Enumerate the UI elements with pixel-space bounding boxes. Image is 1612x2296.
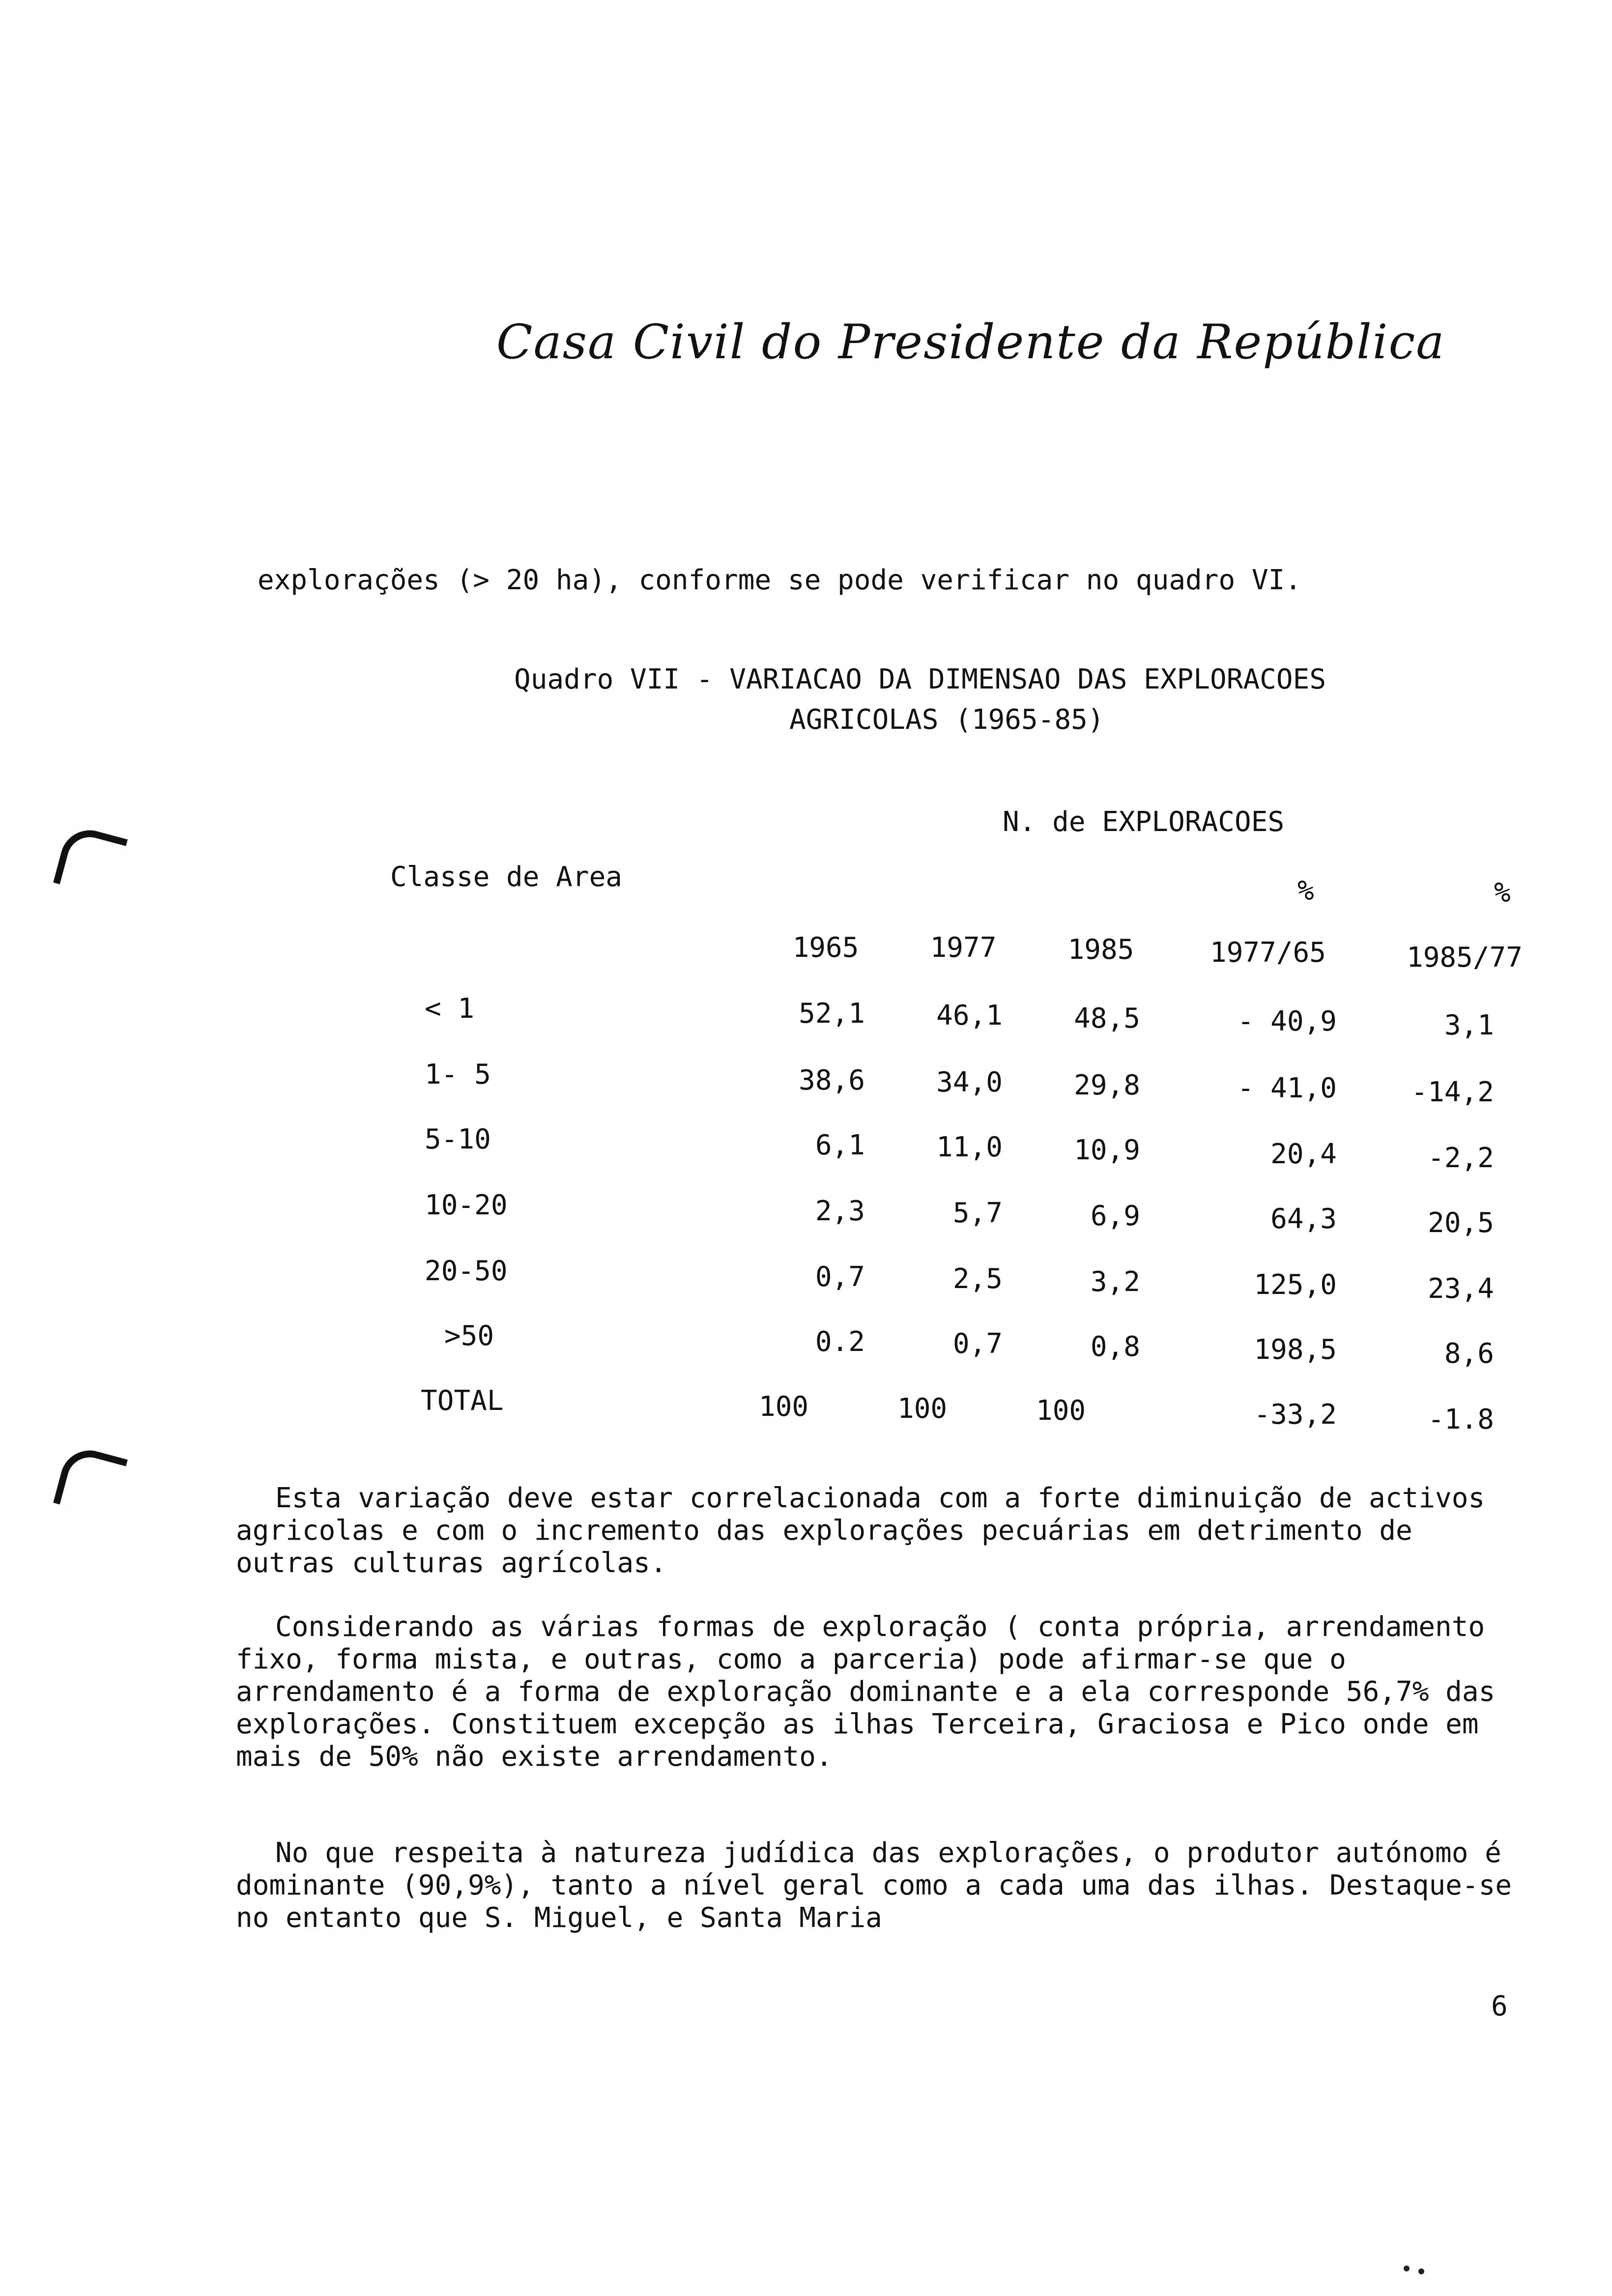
table-cell: 52,1 bbox=[799, 998, 865, 1030]
row-label: 10-20 bbox=[425, 1189, 508, 1221]
table-cell: 20,5 bbox=[1428, 1207, 1494, 1239]
row-label: 20-50 bbox=[425, 1255, 508, 1287]
table-cell: 29,8 bbox=[1074, 1069, 1140, 1101]
table-cell: -2,2 bbox=[1428, 1142, 1494, 1174]
table-cell: 6,1 bbox=[815, 1129, 865, 1161]
table-cell: 100 bbox=[759, 1391, 809, 1423]
table-cell: - 40,9 bbox=[1237, 1005, 1337, 1037]
col-header-1985: 1985 bbox=[1067, 934, 1134, 966]
table-cell: 64,3 bbox=[1270, 1203, 1337, 1235]
table-cell: 0,7 bbox=[952, 1328, 1003, 1360]
intro-line: explorações (> 20 ha), conforme se pode verificar no quadro VI. bbox=[258, 564, 1302, 596]
row-label: < 1 bbox=[425, 993, 475, 1025]
table-cell: 2,3 bbox=[815, 1195, 865, 1227]
table-cell: 46,1 bbox=[936, 1000, 1003, 1032]
col-header-1977: 1977 bbox=[930, 932, 997, 964]
col-header-1977-65: 1977/65 bbox=[1209, 937, 1326, 969]
table-cell: -1.8 bbox=[1428, 1404, 1494, 1435]
table-cell: 8,6 bbox=[1444, 1338, 1494, 1370]
row-label: 1- 5 bbox=[425, 1059, 491, 1091]
col-header-1965: 1965 bbox=[792, 932, 859, 964]
scan-speck bbox=[1418, 2268, 1424, 2274]
table-row-header: Classe de Area bbox=[390, 861, 623, 893]
row-label: >50 bbox=[444, 1320, 494, 1352]
table-cell: 48,5 bbox=[1074, 1003, 1140, 1034]
table-cell: 11,0 bbox=[936, 1131, 1003, 1163]
table-cell: 2,5 bbox=[952, 1263, 1003, 1295]
table-cell: 198,5 bbox=[1254, 1334, 1337, 1366]
table-group-header: N. de EXPLORACOES bbox=[1003, 806, 1285, 838]
row-label-total: TOTAL bbox=[421, 1385, 504, 1417]
table-cell: 5,7 bbox=[952, 1197, 1003, 1229]
table-cell: -33,2 bbox=[1254, 1399, 1337, 1431]
table-cell: 100 bbox=[1036, 1395, 1086, 1427]
percent-symbol-col5: % bbox=[1494, 877, 1511, 909]
table-cell: -14,2 bbox=[1411, 1076, 1494, 1108]
table-cell: 10,9 bbox=[1074, 1134, 1140, 1166]
paragraph-3: No que respeita à natureza judídica das explorações, o produtor autónomo é dominante (90,9%), tanto a nível geral como a cada uma das ilhas. Destaque-se no entanto que S. Miguel, e Santa Maria bbox=[236, 1837, 1512, 1934]
table-cell: 125,0 bbox=[1254, 1269, 1337, 1301]
table-cell: 23,4 bbox=[1428, 1273, 1494, 1305]
table-cell: 0.2 bbox=[815, 1326, 865, 1358]
table-cell: 6,9 bbox=[1090, 1200, 1140, 1232]
table-cell: 0,7 bbox=[815, 1261, 865, 1293]
table-cell: 38,6 bbox=[799, 1064, 865, 1096]
table-cell: 20,4 bbox=[1270, 1138, 1337, 1170]
binding-hole-mark-top bbox=[53, 824, 128, 898]
paragraph-1: Esta variação deve estar correlacionada com a forte diminuição de activos agricolas e com o incremento das explorações pecuárias em detrimento de outras culturas agrícolas. bbox=[236, 1482, 1485, 1579]
letterhead: Casa Civil do Presidente da República bbox=[496, 315, 1445, 370]
table-cell: 34,0 bbox=[936, 1066, 1003, 1098]
binding-hole-mark-bottom bbox=[53, 1444, 128, 1519]
paragraph-2: Considerando as várias formas de exploração ( conta própria, arrendamento fixo, forma mista, e outras, como a parceria) pode afirmar-se que o arrendamento é a forma de exploração dominante e a ela corresponde 56,7% das explorações. Constituem excepção as ilhas Terceira, Graciosa e Pico onde em mais de 50% não existe arrendamento. bbox=[236, 1611, 1496, 1773]
table-cell: 3,1 bbox=[1444, 1009, 1494, 1041]
table-cell: 0,8 bbox=[1090, 1331, 1140, 1363]
table-cell: 3,2 bbox=[1090, 1266, 1140, 1298]
percent-symbol-col4: % bbox=[1297, 875, 1314, 907]
table-cell: - 41,0 bbox=[1237, 1072, 1337, 1104]
page-number: 6 bbox=[1491, 1990, 1508, 2022]
row-label: 5-10 bbox=[425, 1123, 491, 1155]
table-title-line2: AGRICOLAS (1965-85) bbox=[789, 704, 1104, 736]
col-header-1985-77: 1985/77 bbox=[1406, 942, 1523, 974]
table-cell: 100 bbox=[897, 1393, 948, 1425]
scan-speck bbox=[1404, 2266, 1410, 2271]
table-title-line1: Quadro VII - VARIACAO DA DIMENSAO DAS EXPLORACOES bbox=[514, 663, 1326, 695]
